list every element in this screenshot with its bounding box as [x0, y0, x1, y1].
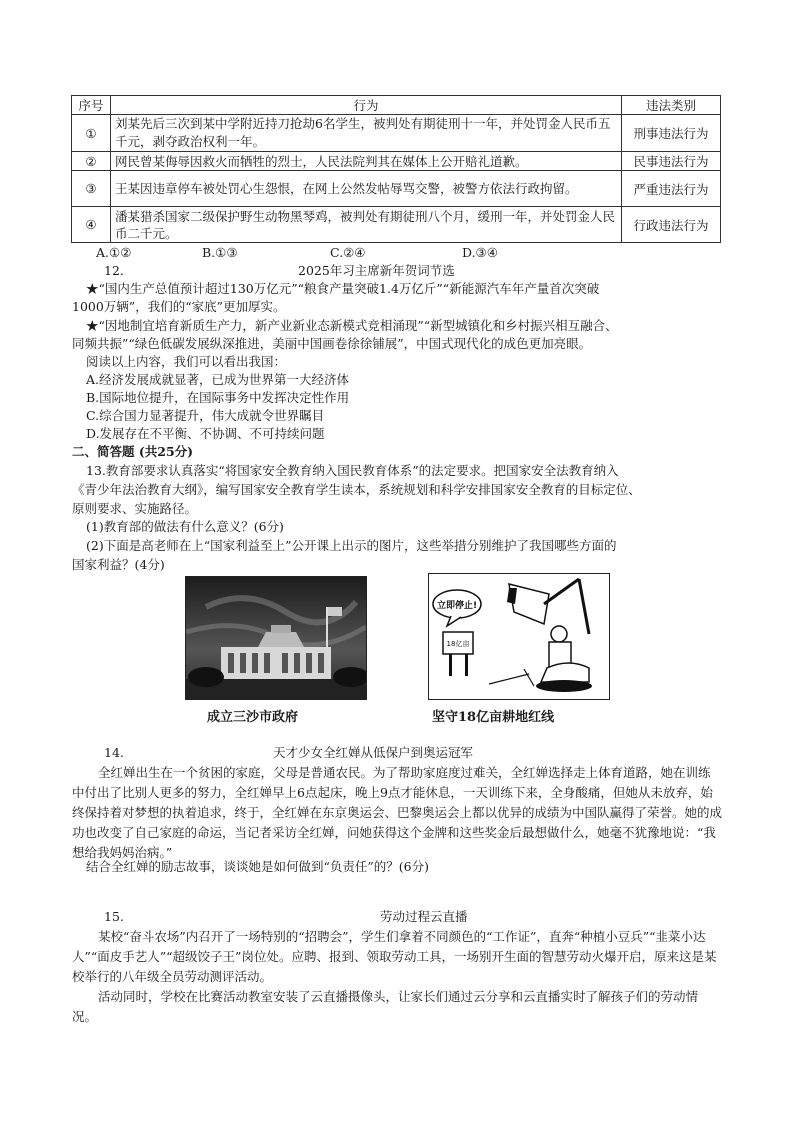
- row-text: 潘某猎杀国家二级保护野生动物黑琴鸡，被判处有期徒刑八个月，缓刑一年，并处罚金人民币二千元。: [111, 207, 622, 243]
- q14-paragraph: 全红婵出生在一个贫困的家庭，父母是普通农民。为了帮助家庭度过难关，全红婵选择走上体育道路，她在训练中付出了比别人更多的努力，全红婵早上6点起床，晚上9点才能休息，一天训练下来，全身酸痛，但她从未放弃，始终保持着对梦想的执着追求，终于，全红婵在东京奥运会、巴黎奥运会上都以优异的成绩为中国队赢得了荣誉。她的成功也改变了自己家庭的命运，当记者采访全红婵，问她获得这个金牌和这些奖金后最想做什么，她毫不犹豫地说：“我想给我妈妈治病。”: [72, 765, 723, 860]
- stop-sign-text: 立即停止!: [436, 601, 478, 611]
- q15-title: 劳动过程云直播: [380, 909, 468, 924]
- table-header-type: 违法类别: [622, 96, 721, 115]
- q13-sub2-line1: (2)下面是高老师在上“国家利益至上”公开课上出示的图片，这些举措分别维护了我国哪些方面的: [86, 538, 617, 553]
- q14-question: 结合全红婵的励志故事，谈谈她是如何做到“负责任”的？(6分): [86, 859, 429, 874]
- q13-sub1: (1)教育部的做法有什么意义？(6分): [86, 519, 284, 534]
- row-type: 民事违法行为: [622, 152, 721, 171]
- q12-prompt: 阅读以上内容，我们可以看出我国：: [86, 354, 287, 369]
- q12-title: 2025年习主席新年贺词节选: [298, 263, 455, 278]
- q13-line1: 13.教育部要求认真落实“将国家安全教育纳入国民教育体系”的法定要求。把国家安全法教育纳入: [86, 463, 619, 478]
- q13-line3: 原则要求、实施路径。: [72, 501, 198, 516]
- row-text: 刘某先后三次到某中学附近持刀抢劫6名学生，被判处有期徒刑十一年，并处罚金人民币五千元，剥夺政治权利一年。: [111, 115, 622, 152]
- table-header-behavior: 行为: [111, 96, 622, 115]
- q15-paragraph2: 活动同时，学校在比赛活动教室安装了云直播摄像头，让家长们通过云分享和云直播实时了解孩子们的劳动情况。: [72, 989, 699, 1024]
- table-header-num: 序号: [72, 96, 111, 115]
- row-num: ④: [72, 207, 111, 243]
- violation-table: [71, 95, 721, 243]
- q14-number: 14.: [104, 745, 124, 760]
- row-type: 刑事违法行为: [622, 115, 721, 152]
- q11-option-b: B.①③: [202, 245, 238, 260]
- q13-line2: 《青少年法治教育大纲》，编写国家安全教育学生读本，系统规划和科学安排国家安全教育的目标定位、: [72, 482, 641, 497]
- row-num: ③: [72, 171, 111, 207]
- table-row: [72, 152, 721, 171]
- farmland-cartoon: [428, 573, 610, 700]
- q15-number: 15.: [104, 909, 124, 924]
- row-num: ①: [72, 115, 111, 152]
- row-type: 严重违法行为: [622, 171, 721, 207]
- q12-star2-line2: 同频共振”“绿色低碳发展纵深推进，美丽中国画卷徐徐铺展”，中国式现代化的成色更加亮眼。: [72, 336, 592, 351]
- q13-sub2-line2: 国家利益？(4分): [72, 557, 165, 572]
- q14-title: 天才少女全红婵从低保户到奥运冠军: [273, 745, 474, 760]
- table-row: [72, 207, 721, 243]
- q12-star1-line1: ★“国内生产总值预计超过130万亿元”“粮食产量突破1.4万亿斤”“新能源汽车年产量首次突破: [86, 281, 600, 296]
- q15-paragraph1: 某校“奋斗农场”内召开了一场特别的“招聘会”，学生们拿着不同颜色的“工作证”，直奔“种植小豆兵”“韭菜小达人”“面皮手艺人”“超级饺子王”岗位处。应聘、报到、领取劳动工具，一场别开生面的智慧劳动火爆开启，原来这是某校举行的八年级全员劳动测评活动。: [72, 929, 717, 984]
- q12-option-a: A.经济发展成就显著，已成为世界第一大经济体: [86, 372, 350, 387]
- row-type: 行政违法行为: [622, 207, 721, 243]
- table-header-row: [72, 96, 721, 115]
- row-num: ②: [72, 152, 111, 171]
- q12-option-b: B.国际地位提升，在国际事务中发挥决定性作用: [86, 390, 350, 405]
- sansha-caption: 成立三沙市政府: [207, 710, 299, 725]
- row-text: 王某因违章停车被处罚心生怨恨，在网上公然发帖辱骂交警，被警方依法行政拘留。: [111, 171, 622, 207]
- farmland-board-text: 18亿亩: [446, 640, 470, 648]
- q11-option-d: D.③④: [462, 245, 498, 260]
- table-row: [72, 115, 721, 152]
- section-heading: 二、简答题 (共25分): [72, 444, 194, 459]
- q12-star2-line1: ★“因地制宜培育新质生产力，新产业新业态新模式竞相涌现”“新型城镇化和乡村振兴相互融合、: [86, 318, 618, 333]
- q12-option-c: C.综合国力显著提升，伟大成就令世界瞩目: [86, 408, 325, 423]
- farmland-caption: 坚守18亿亩耕地红线: [432, 710, 555, 725]
- q12-star1-line2: 1000万辆”，我们的“家底”更加厚实。: [72, 299, 286, 314]
- q12-option-d: D.发展存在不平衡、不协调、不可持续问题: [86, 426, 325, 441]
- q11-option-c: C.②④: [330, 245, 366, 260]
- q11-option-a: A.①②: [96, 245, 132, 260]
- sansha-government-photo: [185, 576, 367, 700]
- q12-number: 12.: [104, 263, 124, 278]
- table-row: [72, 171, 721, 207]
- row-text: 网民曾某侮辱因救火而牺牲的烈士，人民法院判其在媒体上公开赔礼道歉。: [111, 152, 622, 171]
